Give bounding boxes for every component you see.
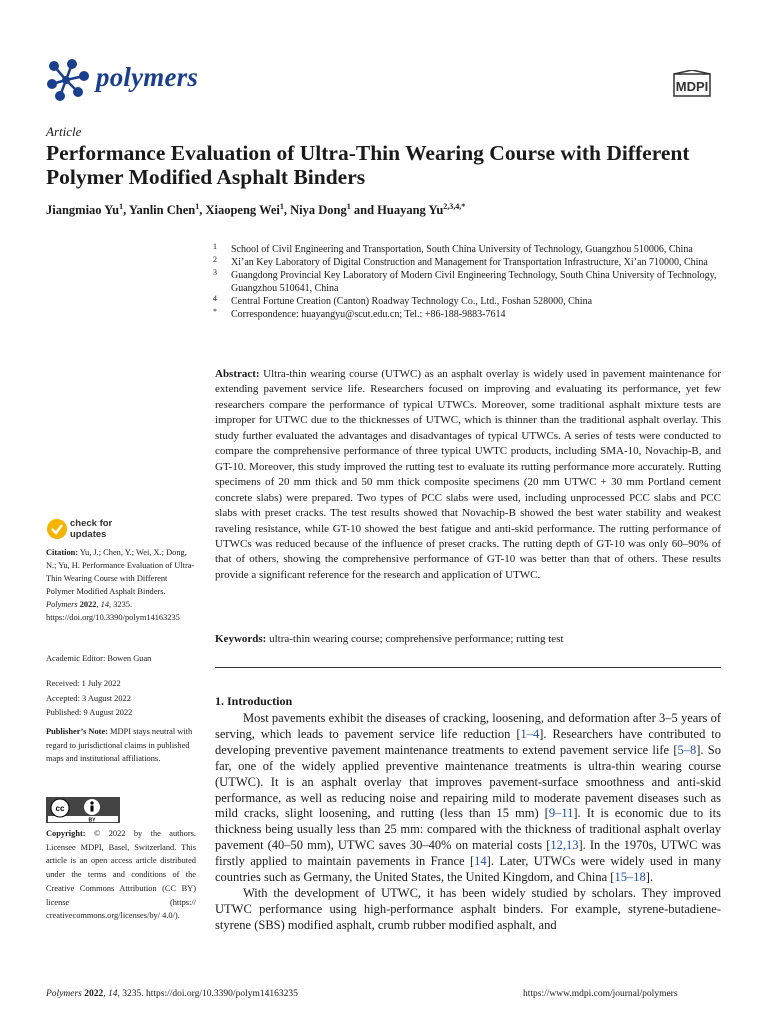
affiliation-text: School of Civil Engineering and Transportation, South China University of Technology, Guangzhou 510006, China [231, 244, 693, 255]
paragraph-text: ]. Later, UTWCs were widely used in many countries such as Germany, the United States, the United Kingdom, and China [ [215, 854, 721, 885]
reference-link[interactable]: 14 [474, 854, 487, 869]
affiliation-item [213, 243, 723, 256]
paragraph-text: ]. [645, 870, 653, 885]
paragraph-2: With the development of UTWC, it has been widely studied by scholars. They improved UTWC performance using high-performance asphalt binders. For example, styrene-butadiene-styrene (SBS) modified asphalt, crumb rubber modified asphalt, and [215, 885, 721, 932]
keywords-text: ultra-thin wearing course; comprehensive performance; rutting test [269, 633, 564, 645]
reference-link[interactable]: 9–11 [548, 806, 574, 821]
reference-link[interactable]: 5–8 [677, 742, 697, 757]
citation: Citation: Yu, J.; Chen, Y.; Wei, X.; Dong, N.; Yu, H. Performance Evaluation of Ultra-Thin Wearing Course with Different Polymer Modified Asphalt Binders. Polymers 2022, 14, 3235. https://doi.org/10.3390/polym14163235 [46, 548, 195, 623]
reference-link[interactable]: 15–18 [614, 870, 646, 885]
reference-link[interactable]: 1–4 [520, 726, 540, 741]
author-name: Yanlin Chen [128, 203, 196, 218]
section-divider [215, 667, 721, 668]
abstract [215, 367, 721, 583]
author-affiliation-mark: 1 [279, 202, 284, 211]
affiliation-item [213, 308, 723, 321]
affiliation-mark: 2 [213, 255, 217, 264]
affiliation-item [213, 269, 723, 295]
article-title: Performance Evaluation of Ultra-Thin Wearing Course with Different Polymer Modified Asphalt Binders [46, 141, 690, 189]
copyright-notice: Copyright: © 2022 by the authors. Licensee MDPI, Basel, Switzerland. This article is an open access article distributed under the terms and conditions of the Creative Commons Attribution (CC BY) license (https:// creativecommons.org/licenses/by/ 4.0/). [46, 829, 197, 921]
check-for-updates-label[interactable]: check for updates [70, 518, 113, 540]
by-text: BY [88, 817, 96, 823]
affiliation-mark: 4 [213, 294, 217, 303]
affiliation-text: Xi’an Key Laboratory of Digital Construction and Management for Transportation Infrastructure, Xi’an 710000, China [231, 257, 708, 268]
reference-link[interactable]: 12,13 [550, 838, 579, 853]
accepted-date: Accepted: 3 August 2022 [46, 693, 131, 703]
received-date: Received: 1 July 2022 [46, 679, 121, 688]
author-separator: , [123, 203, 129, 218]
author-affiliation-mark: 2,3,4,* [443, 202, 466, 211]
author-affiliation-mark: 1 [195, 202, 200, 211]
publication-dates [46, 677, 196, 721]
article-type: Article [46, 124, 82, 139]
footer-citation: Polymers 2022, 14, 3235. https://doi.org/10.3390/polym14163235 [46, 989, 298, 999]
abstract-text: Ultra-thin wearing course (UTWC) as an asphalt overlay is widely used in pavement maintenance for extending pavement service life. Researchers focused on improving and evaluating its performance, yet few researchers compare the performance of typical UTWCs. Moreover, some traditional asphalt mixture tests are improper for UTWC due to the thicknesses of UTWC, which is thinner than the traditional asphalt overlay. This study further evaluated the advantages and disadvantages of typical UTWCs. A series of tests were conducted to compare the comprehensive performance of three typical UWTC products, including SMA-10, Novachip-B, and GT-10. Moreover, this study improved the rutting test to evaluate its rutting performance more accurately. Rutting specimens of 20 mm thick and 50 mm thick composite specimens (20 mm UTWC + 30 mm Portland cement concrete slabs) were prepared. Two types of PCC slabs were used, including unprocessed PCC slabs and PCC slabs with preset cracks. The test results showed that Novachip-B showed the best water stability and weakest raveling resistance, while GT-10 showed the best fatigue and anti-skid performance. The rutting performance of UTWCs was reduced because of the influence of preset cracks. The rutting depth of GT-10 was only 60–90% of that of others, showing the comprehensive performance of GT-10 was better than that of others. These results provide a significant reference for the research and application of UTWC. [215, 368, 721, 581]
section-heading-introduction: 1. Introduction [215, 694, 293, 708]
paragraph-1 [215, 711, 721, 886]
author-list [46, 202, 465, 218]
affiliation-text: Correspondence: huayangyu@scut.edu.cn; Tel.: +86-188-9883-7614 [231, 309, 506, 320]
affiliation-item [213, 256, 723, 269]
author-name: Huayang Yu [377, 203, 444, 218]
keywords-label: Keywords: [215, 633, 267, 645]
journal-name: polymers [96, 62, 199, 92]
affiliation-mark: 1 [213, 242, 217, 251]
abstract-label: Abstract: [215, 368, 260, 380]
cc-by-license-icon[interactable] [46, 797, 120, 823]
publisher-note: Publisher’s Note: MDPI stays neutral with regard to jurisdictional claims in published maps and institutional affiliations. [46, 727, 193, 763]
author-affiliation-mark: 1 [346, 202, 351, 211]
paragraph-text: ]. In the 1970s, UTWC was firstly applied to maintain pavements in France [ [215, 838, 721, 869]
affiliation-item [213, 295, 723, 308]
paragraph-text: ]. So far, one of the widely applied preventive maintenance treatments is ultra-thin wearing course (UTWC). It is an asphalt overlay that improves pavement-surface smoothness and anti-skid performance, as well as reducing noise and repairing mild to moderate pavement diseases such as mild cracks, slight loosening, and rutting (less than 15 mm) [ [215, 742, 721, 821]
affiliation-text: Central Fortune Creation (Canton) Roadway Technology Co., Ltd., Foshan 528000, China [231, 296, 593, 307]
paragraph-text: Most pavements exhibit the diseases of cracking, loosening, and deformation after 3–5 years of serving, which leads to pavement service life reduction [ [215, 711, 721, 741]
academic-editor: Academic Editor: Bowen Guan [46, 654, 152, 663]
footer-journal-url[interactable]: https://www.mdpi.com/journal/polymers [523, 989, 678, 999]
author-separator: , [199, 203, 206, 218]
mdpi-logo-text: MDPI [675, 79, 709, 94]
affiliations [213, 243, 723, 321]
affiliation-mark: * [213, 307, 217, 316]
paragraph-text: ]. It is economic due to its thickness being usually less than 25 mm: compared with the thickness of traditional asphalt overlay pavement (40–50 mm), UTWC saves 30–40% on material costs [ [215, 806, 721, 853]
body-text [215, 711, 721, 934]
author-name: Xiaopeng Wei [205, 203, 280, 218]
mdpi-logo [666, 70, 718, 100]
author-affiliation-mark: 1 [119, 202, 124, 211]
affiliation-mark: 3 [213, 268, 217, 277]
paragraph-text: ]. Researchers have contributed to developing preventive pavement maintenance treatments to extend pavement service life [ [215, 726, 721, 757]
polymers-logo-icon [44, 58, 92, 102]
author-separator: , [283, 203, 291, 218]
published-date: Published: 9 August 2022 [46, 708, 133, 717]
author-separator: and [350, 203, 378, 218]
author-name: Jiangmiao Yu [46, 203, 120, 218]
author-name: Niya Dong [290, 203, 347, 218]
affiliation-text: Guangdong Provincial Key Laboratory of Modern Civil Engineering Technology, South China University of Technology, Guangzhou 510641, China [231, 270, 717, 294]
keywords [215, 633, 721, 645]
cc-text: cc [55, 804, 65, 813]
